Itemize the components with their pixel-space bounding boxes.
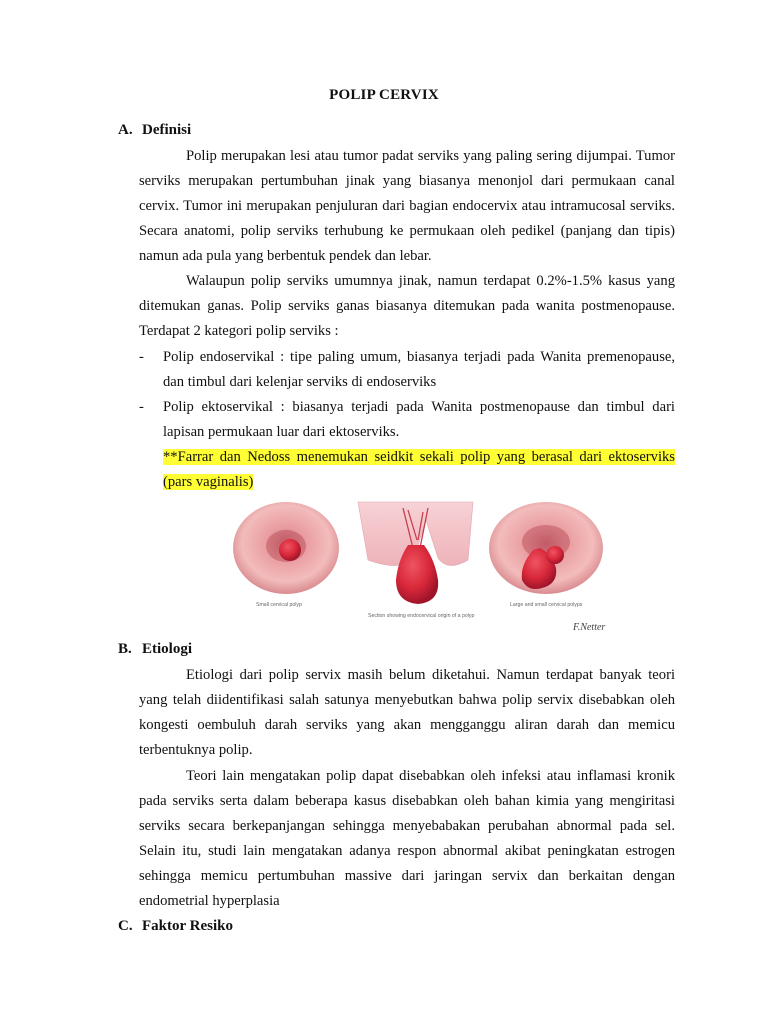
section-title: Faktor Resiko: [142, 918, 233, 934]
highlighted-note-text: **Farrar dan Nedoss menemukan seidkit sekali polip yang berasal dari ektoserviks (pars vaginalis): [163, 449, 675, 490]
section-letter: A.: [118, 122, 133, 138]
definisi-paragraph-2: Walaupun polip serviks umumnya jinak, namun terdapat 0.2%-1.5% kasus yang ditemukan ganas. Polip serviks ganas biasanya ditemukan pada wanita postmenopause. Terdapat 2 kategori polip serviks :: [139, 273, 675, 339]
etiologi-paragraph-1: Etiologi dari polip servix masih belum diketahui. Namun terdapat banyak teori yang telah diidentifikasi salah satunya menyebutkan bahwa polip servix disebabkan oleh kongesti oembuluh darah serviks yang akan mengganggu aliran darah dan memicu terbentuknya polip.: [139, 667, 675, 758]
section-letter: B.: [118, 641, 132, 657]
caption-small-polyp: Small cervical polyp: [256, 602, 302, 608]
section-letter: C.: [118, 918, 133, 934]
definisi-paragraph-1: Polip merupakan lesi atau tumor padat serviks yang paling sering dijumpai. Tumor serviks merupakan pertumbuhan jinak yang biasanya menonjol dari permukaan canal cervix. Tumor ini merupakan penjuluran dari bagian endocervix atau intramucosal serviks. Secara anatomi, polip serviks terhubung ke permukaan oleh pedikel (panjang dan tipis) namun ada pula yang berbentuk pendek dan lebar.: [139, 148, 675, 264]
caption-large-small-polyps: Large and small cervical polyps: [510, 602, 583, 608]
etiologi-paragraph-2: Teori lain mengatakan polip dapat disebabkan oleh infeksi atau inflamasi kronik pada serviks serta dalam beberapa kasus disebabkan oleh bahan kimia yang mengiritasi serviks secara berkepanjangan sehingga menyebabakan perubahan abnormal pada sel. Selain itu, studi lain mengatakan adanya respon abnormal akibat peningkatan estrogen sehingga memicu pertumbuhan massive dari jaringan servix dan berkaitan dengan endometrial hyperplasia: [139, 768, 675, 909]
section-polyp-drawing: [358, 502, 473, 604]
polyp-figure-svg: [228, 500, 608, 640]
section-title: Definisi: [142, 122, 192, 138]
list-item-ektoservikal: [139, 395, 675, 445]
section-heading-etiologi: [118, 641, 192, 658]
section-title: Etiologi: [142, 641, 193, 657]
small-polyp-drawing: [233, 502, 339, 594]
bullet-text: Polip endoservikal : tipe paling umum, biasanya terjadi pada Wanita premenopause, dan timbul dari kelenjar serviks di endoserviks: [163, 349, 675, 390]
list-item-endoservikal: [139, 345, 675, 395]
large-small-polyp-drawing: [489, 502, 603, 594]
section-heading-faktor-resiko: [118, 918, 233, 935]
highlighted-note: [163, 445, 675, 495]
netter-signature: F.Netter: [573, 622, 606, 633]
bullet-dash: -: [139, 399, 144, 415]
bullet-dash: -: [139, 349, 144, 365]
caption-section: Section showing endocervical origin of a polyp: [368, 613, 475, 619]
document-title: POLIP CERVIX: [329, 87, 439, 103]
bullet-text: Polip ektoservikal : biasanya terjadi pada Wanita postmenopause dan timbul dari lapisan permukaan luar dari ektoserviks.: [163, 399, 675, 440]
cervical-polyp-illustration: [228, 500, 608, 640]
section-heading-definisi: [118, 122, 191, 139]
